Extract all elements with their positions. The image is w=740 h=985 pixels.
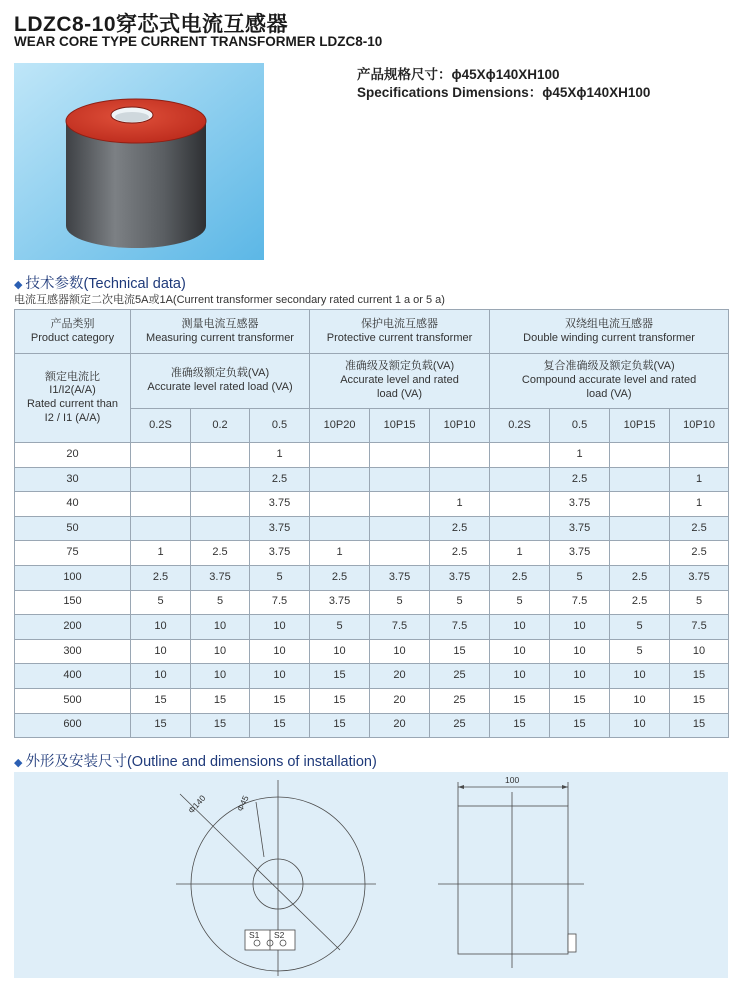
table-row <box>15 639 729 664</box>
table-row <box>15 615 729 640</box>
load-cell <box>610 516 670 541</box>
secondary-current-note: 电流互感器额定二次电流5A或1A(Current transformer secondary rated current 1 a or 5 a) <box>14 294 445 306</box>
load-cell: 10 <box>490 615 550 640</box>
load-cell: 1 <box>670 492 729 517</box>
load-cell: 5 <box>550 565 610 590</box>
dim-outer-label: Φ140 <box>186 793 208 816</box>
spec-dimensions-en: Specifications Dimensions：ϕ45Xϕ140XH100 <box>357 85 651 100</box>
load-cell: 2.5 <box>430 516 490 541</box>
load-cell <box>131 492 191 517</box>
load-cell: 10 <box>610 664 670 689</box>
load-cell <box>310 467 370 492</box>
load-cell: 2.5 <box>131 565 191 590</box>
dim-inner-label: Φ45 <box>234 793 251 813</box>
table-row <box>15 541 729 566</box>
load-cell <box>670 443 729 468</box>
rated-current-cell: 100 <box>15 565 131 590</box>
class-header: 0.2S <box>490 409 550 443</box>
load-cell: 5 <box>610 615 670 640</box>
technical-data-table <box>14 309 728 738</box>
load-cell: 3.75 <box>430 565 490 590</box>
load-cell: 5 <box>430 590 490 615</box>
load-cell: 10 <box>191 664 250 689</box>
header-product-category: 产品类别 Product category <box>15 310 131 354</box>
rated-current-cell: 400 <box>15 664 131 689</box>
load-cell: 25 <box>430 688 490 713</box>
rated-current-cell: 50 <box>15 516 131 541</box>
header-double-winding: 双绕组电流互感器 Double winding current transformer <box>490 310 729 354</box>
load-cell: 2.5 <box>310 565 370 590</box>
load-cell: 10 <box>490 639 550 664</box>
load-cell: 3.75 <box>550 492 610 517</box>
load-cell <box>370 492 430 517</box>
rated-current-cell: 40 <box>15 492 131 517</box>
load-cell: 3.75 <box>250 541 310 566</box>
table-row <box>15 713 729 738</box>
load-cell: 3.75 <box>250 516 310 541</box>
page-subtitle: WEAR CORE TYPE CURRENT TRANSFORMER LDZC8-10 <box>14 34 383 49</box>
load-cell <box>131 467 191 492</box>
rated-current-cell: 75 <box>15 541 131 566</box>
load-cell <box>430 467 490 492</box>
load-cell: 5 <box>310 615 370 640</box>
class-header: 10P10 <box>670 409 729 443</box>
load-cell: 10 <box>250 639 310 664</box>
class-header: 10P15 <box>610 409 670 443</box>
load-cell: 15 <box>490 688 550 713</box>
load-cell: 2.5 <box>191 541 250 566</box>
rated-current-cell: 300 <box>15 639 131 664</box>
load-cell: 15 <box>131 713 191 738</box>
rated-current-cell: 20 <box>15 443 131 468</box>
section-heading-outline <box>14 750 377 771</box>
load-cell <box>131 516 191 541</box>
load-cell: 10 <box>131 615 191 640</box>
header-accuracy-protective: 准确级及额定负载(VA) Accurate level and rated load (VA) <box>310 354 490 409</box>
spec-dimensions-cn: 产品规格尺寸：ϕ45Xϕ140XH100 <box>357 67 560 82</box>
load-cell: 25 <box>430 664 490 689</box>
load-cell: 10 <box>131 664 191 689</box>
load-cell <box>131 443 191 468</box>
load-cell: 10 <box>191 639 250 664</box>
rated-current-cell: 600 <box>15 713 131 738</box>
load-cell: 5 <box>610 639 670 664</box>
rated-current-cell: 30 <box>15 467 131 492</box>
load-cell: 15 <box>250 713 310 738</box>
load-cell <box>610 443 670 468</box>
load-cell: 1 <box>550 443 610 468</box>
load-cell: 10 <box>670 639 729 664</box>
load-cell: 10 <box>191 615 250 640</box>
load-cell <box>370 467 430 492</box>
diamond-icon: ◆ <box>14 757 23 769</box>
load-cell <box>310 492 370 517</box>
section-heading-technical <box>14 272 186 293</box>
load-cell: 25 <box>430 713 490 738</box>
load-cell: 3.75 <box>370 565 430 590</box>
terminal-s1-label: S1 <box>249 930 260 940</box>
load-cell: 10 <box>250 615 310 640</box>
load-cell: 15 <box>430 639 490 664</box>
load-cell: 10 <box>490 664 550 689</box>
table-row <box>15 467 729 492</box>
header-rated-current: 额定电流比 I1/I2(A/A) Rated current than I2 / I1 (A/A) <box>15 354 131 443</box>
load-cell <box>430 443 490 468</box>
header-accuracy-measuring: 准确级额定负载(VA) Accurate level rated load (VA) <box>131 354 310 409</box>
header-protective: 保护电流互感器 Protective current transformer <box>310 310 490 354</box>
load-cell: 2.5 <box>610 590 670 615</box>
rated-current-cell: 150 <box>15 590 131 615</box>
load-cell: 3.75 <box>550 516 610 541</box>
class-header: 0.5 <box>250 409 310 443</box>
load-cell: 3.75 <box>310 590 370 615</box>
load-cell: 3.75 <box>191 565 250 590</box>
load-cell <box>490 492 550 517</box>
load-cell: 1 <box>310 541 370 566</box>
load-cell: 1 <box>131 541 191 566</box>
load-cell: 1 <box>430 492 490 517</box>
class-header: 0.5 <box>550 409 610 443</box>
table-row <box>15 590 729 615</box>
load-cell <box>490 467 550 492</box>
load-cell: 3.75 <box>670 565 729 590</box>
load-cell: 5 <box>490 590 550 615</box>
load-cell <box>191 516 250 541</box>
load-cell: 5 <box>670 590 729 615</box>
load-cell <box>370 516 430 541</box>
load-cell: 2.5 <box>490 565 550 590</box>
load-cell: 10 <box>550 639 610 664</box>
load-cell <box>370 541 430 566</box>
load-cell: 2.5 <box>670 541 729 566</box>
table-row <box>15 664 729 689</box>
page-title: LDZC8-10穿芯式电流互感器 <box>14 13 289 36</box>
diamond-icon: ◆ <box>14 279 23 291</box>
load-cell: 2.5 <box>670 516 729 541</box>
load-cell: 7.5 <box>430 615 490 640</box>
load-cell <box>310 516 370 541</box>
load-cell: 2.5 <box>430 541 490 566</box>
load-cell: 15 <box>310 688 370 713</box>
load-cell: 3.75 <box>550 541 610 566</box>
load-cell: 5 <box>131 590 191 615</box>
product-photo <box>14 63 264 260</box>
table-row <box>15 688 729 713</box>
load-cell: 10 <box>310 639 370 664</box>
load-cell: 2.5 <box>610 565 670 590</box>
load-cell: 15 <box>310 664 370 689</box>
load-cell: 1 <box>250 443 310 468</box>
load-cell <box>191 467 250 492</box>
load-cell: 2.5 <box>550 467 610 492</box>
load-cell <box>610 541 670 566</box>
load-cell: 20 <box>370 664 430 689</box>
load-cell: 1 <box>670 467 729 492</box>
load-cell: 5 <box>370 590 430 615</box>
load-cell: 3.75 <box>250 492 310 517</box>
load-cell: 10 <box>370 639 430 664</box>
load-cell <box>610 492 670 517</box>
class-header: 10P10 <box>430 409 490 443</box>
load-cell: 5 <box>191 590 250 615</box>
load-cell: 10 <box>550 664 610 689</box>
load-cell: 15 <box>670 688 729 713</box>
class-header: 0.2 <box>191 409 250 443</box>
class-header: 10P15 <box>370 409 430 443</box>
load-cell: 15 <box>191 688 250 713</box>
load-cell: 15 <box>670 664 729 689</box>
outline-drawing <box>14 772 728 978</box>
load-cell: 15 <box>250 688 310 713</box>
load-cell: 7.5 <box>670 615 729 640</box>
table-row <box>15 516 729 541</box>
load-cell <box>490 516 550 541</box>
load-cell <box>191 492 250 517</box>
section-heading-text: 外形及安装尺寸(Outline and dimensions of installation) <box>25 754 377 770</box>
load-cell: 10 <box>131 639 191 664</box>
terminal-s2-label: S2 <box>274 930 285 940</box>
load-cell: 20 <box>370 713 430 738</box>
load-cell: 7.5 <box>250 590 310 615</box>
load-cell: 10 <box>610 688 670 713</box>
load-cell <box>310 443 370 468</box>
load-cell <box>370 443 430 468</box>
table-row <box>15 565 729 590</box>
load-cell: 15 <box>310 713 370 738</box>
load-cell: 5 <box>250 565 310 590</box>
load-cell: 10 <box>550 615 610 640</box>
load-cell <box>610 467 670 492</box>
load-cell: 15 <box>550 688 610 713</box>
table-row <box>15 443 729 468</box>
load-cell: 15 <box>191 713 250 738</box>
load-cell: 20 <box>370 688 430 713</box>
header-accuracy-compound: 复合准确级及额定负载(VA) Compound accurate level and rated load (VA) <box>490 354 729 409</box>
load-cell: 15 <box>670 713 729 738</box>
load-cell <box>490 443 550 468</box>
load-cell: 7.5 <box>550 590 610 615</box>
header-measuring: 测量电流互感器 Measuring current transformer <box>131 310 310 354</box>
section-heading-text: 技术参数(Technical data) <box>25 276 186 292</box>
load-cell: 1 <box>490 541 550 566</box>
load-cell: 15 <box>550 713 610 738</box>
rated-current-cell: 200 <box>15 615 131 640</box>
load-cell: 15 <box>131 688 191 713</box>
load-cell: 2.5 <box>250 467 310 492</box>
load-cell: 15 <box>490 713 550 738</box>
class-header: 10P20 <box>310 409 370 443</box>
table-row <box>15 492 729 517</box>
load-cell: 7.5 <box>370 615 430 640</box>
rated-current-cell: 500 <box>15 688 131 713</box>
load-cell: 10 <box>610 713 670 738</box>
load-cell: 10 <box>250 664 310 689</box>
dim-height-label: 100 <box>505 775 520 785</box>
load-cell <box>191 443 250 468</box>
class-header: 0.2S <box>131 409 191 443</box>
